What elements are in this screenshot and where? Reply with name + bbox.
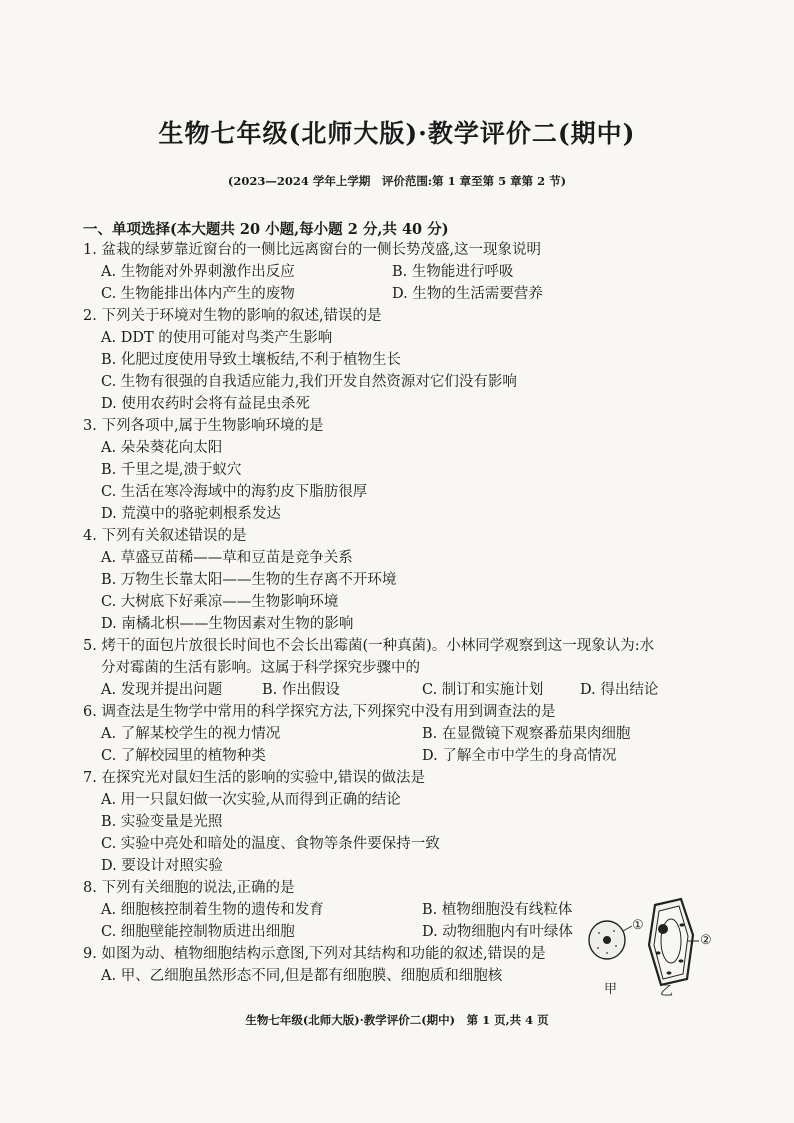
question-5-option-c: C. 制订和实施计划: [422, 682, 544, 698]
diagram-label-yi: 乙: [660, 984, 674, 999]
page-title: 生物七年级(北师大版)·教学评价二(期中): [158, 119, 636, 148]
question-3-option-c: C. 生活在寒冷海域中的海豹皮下脂肪很厚: [101, 484, 368, 500]
question-9-option-a: A. 甲、乙细胞虽然形态不同,但是都有细胞膜、细胞质和细胞核: [101, 968, 503, 984]
diagram-label-jia: 甲: [604, 982, 618, 997]
question-7-stem: 7. 在探究光对鼠妇生活的影响的实验中,错误的做法是: [83, 770, 426, 786]
question-2-option-b: B. 化肥过度使用导致土壤板结,不利于植物生长: [101, 352, 401, 368]
question-7-option-b: B. 实验变量是光照: [101, 814, 223, 830]
question-4-option-a: A. 草盛豆苗稀——草和豆苗是竞争关系: [101, 550, 353, 566]
page-footer: 生物七年级(北师大版)·教学评价二(期中) 第 1 页,共 4 页: [245, 1013, 549, 1027]
question-2-option-c: C. 生物有很强的自我适应能力,我们开发自然资源对它们没有影响: [101, 374, 517, 390]
question-8-option-b: B. 植物细胞没有线粒体: [422, 902, 573, 918]
question-2-stem: 2. 下列关于环境对生物的影响的叙述,错误的是: [83, 308, 382, 324]
question-1-option-d: D. 生物的生活需要营养: [392, 286, 543, 302]
section-heading: 一、单项选择(本大题共 20 小题,每小题 2 分,共 40 分): [83, 221, 449, 238]
question-1-option-a: A. 生物能对外界刺激作出反应: [101, 264, 295, 280]
question-2-option-a: A. DDT 的使用可能对鸟类产生影响: [101, 330, 333, 346]
question-3-option-d: D. 荒漠中的骆驼刺根系发达: [101, 506, 281, 522]
question-6-option-d: D. 了解全市中学生的身高情况: [422, 748, 617, 764]
question-4-option-c: C. 大树底下好乘凉——生物影响环境: [101, 594, 339, 610]
diagram-marker-1: ①: [632, 918, 644, 933]
question-6-option-c: C. 了解校园里的植物种类: [101, 748, 266, 764]
question-3-option-a: A. 朵朵葵花向太阳: [101, 440, 223, 456]
question-2-option-d: D. 使用农药时会将有益昆虫杀死: [101, 396, 310, 412]
question-7-option-d: D. 要设计对照实验: [101, 858, 223, 874]
question-5-option-b: B. 作出假设: [262, 682, 340, 698]
animal-cell: [589, 921, 632, 959]
question-3-stem: 3. 下列各项中,属于生物影响环境的是: [83, 418, 324, 434]
question-5-stem-line-1: 5. 烤干的面包片放很长时间也不会长出霉菌(一种真菌)。小林同学观察到这一现象认为:水: [83, 638, 655, 654]
question-9-stem: 9. 如图为动、植物细胞结构示意图,下列对其结构和功能的叙述,错误的是: [83, 946, 546, 962]
question-6-stem: 6. 调查法是生物学中常用的科学探究方法,下列探究中没有用到调查法的是: [83, 704, 556, 720]
question-4-option-d: D. 南橘北枳——生物因素对生物的影响: [101, 616, 354, 632]
question-5-option-a: A. 发现并提出问题: [101, 682, 223, 698]
page-subtitle: (2023—2024 学年上学期 评价范围:第 1 章至第 5 章第 2 节): [227, 174, 567, 188]
question-1-option-c: C. 生物能排出体内产生的废物: [101, 286, 295, 302]
question-4-option-b: B. 万物生长靠太阳——生物的生存离不开环境: [101, 572, 397, 588]
question-6-option-a: A. 了解某校学生的视力情况: [101, 726, 281, 742]
question-4-stem: 4. 下列有关叙述错误的是: [83, 528, 247, 544]
question-7-option-c: C. 实验中亮处和暗处的温度、食物等条件要保持一致: [101, 836, 440, 852]
question-6-option-b: B. 在显微镜下观察番茄果肉细胞: [422, 726, 631, 742]
question-5-option-d: D. 得出结论: [580, 682, 659, 698]
question-1-option-b: B. 生物能进行呼吸: [392, 264, 514, 280]
question-5-stem-line-2: 分对霉菌的生活有影响。这属于科学探究步骤中的: [101, 660, 420, 676]
question-7-option-a: A. 用一只鼠妇做一次实验,从而得到正确的结论: [101, 792, 401, 808]
question-8-option-c: C. 细胞壁能控制物质进出细胞: [101, 924, 295, 940]
question-8-option-d: D. 动物细胞内有叶绿体: [422, 924, 573, 940]
question-1-stem: 1. 盆栽的绿萝靠近窗台的一侧比远离窗台的一侧长势茂盛,这一现象说明: [83, 242, 542, 258]
question-8-stem: 8. 下列有关细胞的说法,正确的是: [83, 880, 295, 896]
diagram-marker-2: ②: [700, 933, 712, 948]
question-3-option-b: B. 千里之堤,溃于蚁穴: [101, 462, 242, 478]
question-8-option-a: A. 细胞核控制着生物的遗传和发育: [101, 902, 324, 918]
plant-cell: [649, 899, 699, 985]
